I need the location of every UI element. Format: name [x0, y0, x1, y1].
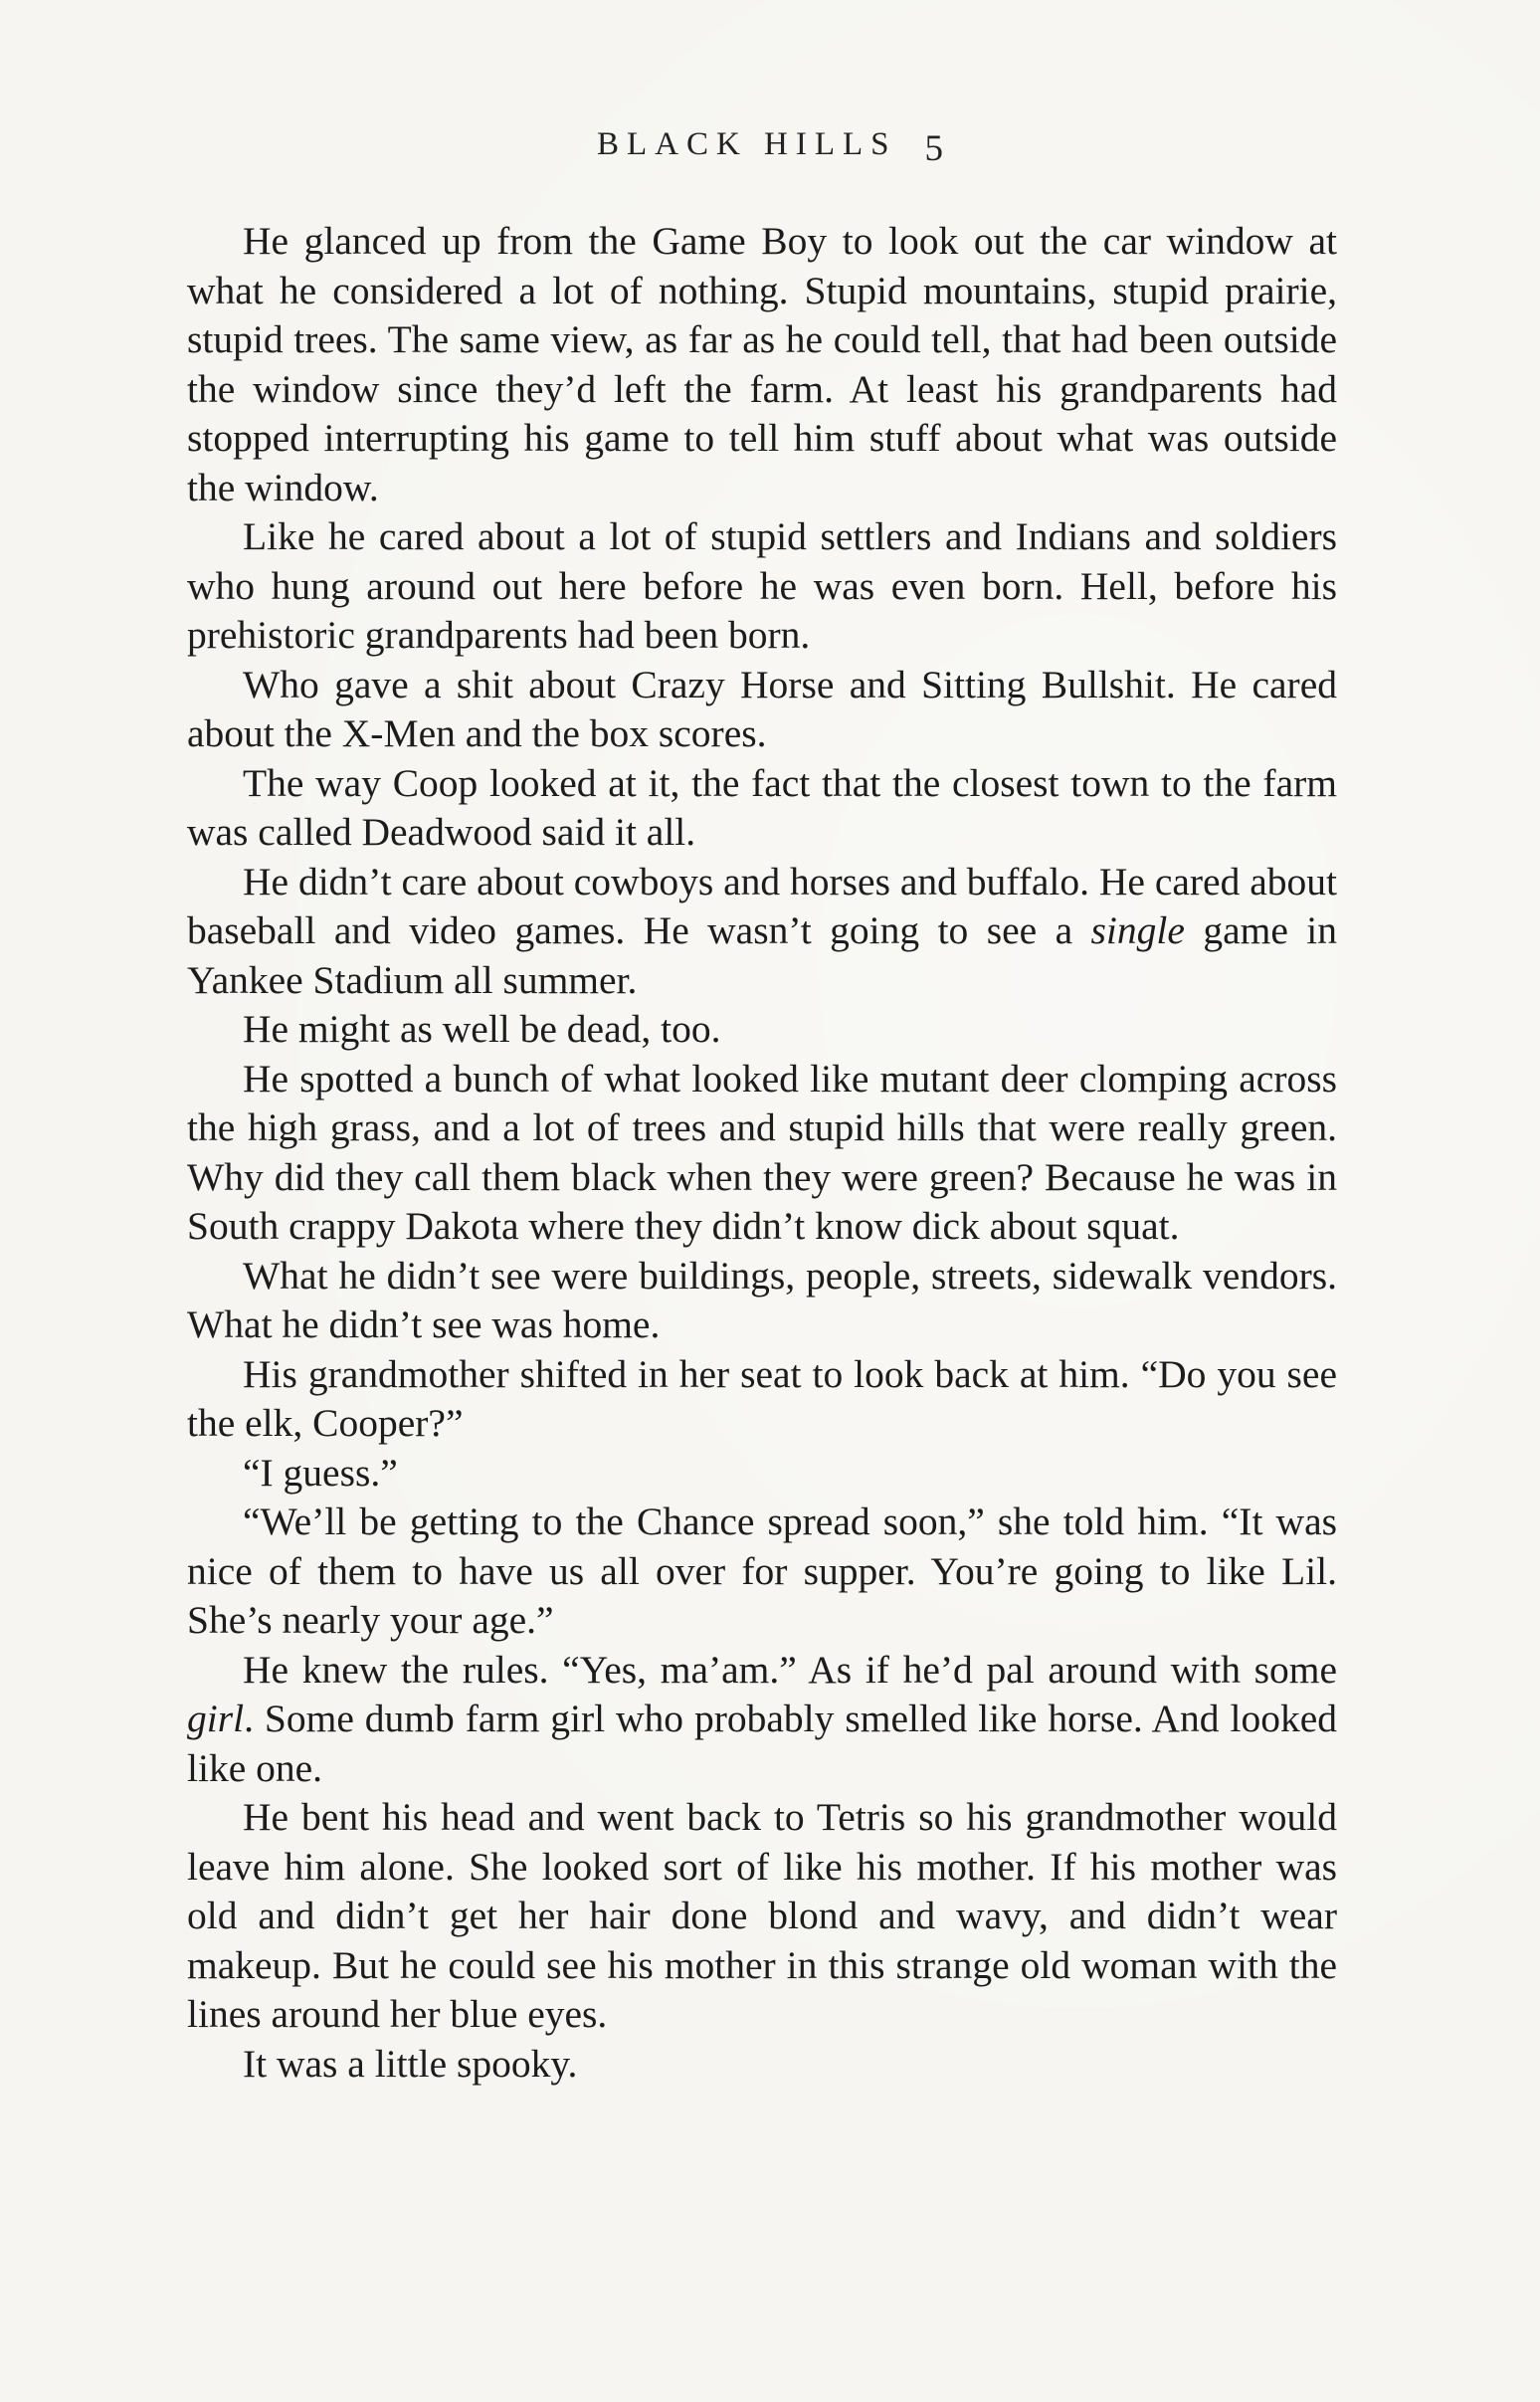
paragraph: He knew the rules. “Yes, ma’am.” As if he’d pal around with some girl. Some dumb farm girl who probably smelled like horse. And looked like one. — [187, 1647, 1337, 1790]
paragraph: Like he cared about a lot of stupid settlers and Indians and soldiers who hung around out here before he was even born. Hell, before his prehistoric grandparents had been born. — [187, 514, 1337, 657]
paragraph: He might as well be dead, too. — [243, 1007, 721, 1051]
paragraph: He bent his head and went back to Tetris so his grandmother would leave him alone. She looked sort of like his mother. If his mother was old and didn’t get her hair done blond and wavy, and didn’t wear makeup. But he could see his mother in this strange old woman with the lines around her blue eyes. — [187, 1795, 1337, 2036]
paragraph: He glanced up from the Game Boy to look out the car window at what he considered a lot of nothing. Stupid mountains, stupid prairie, stupid trees. The same view, as far as he could tell, that had been outside the window since they’d left the farm. At least his grandparents had stopped interrupting his game to tell him stuff about what was outside the window. — [187, 219, 1337, 509]
paragraph: It was a little spooky. — [243, 2041, 578, 2086]
paragraph: What he didn’t see were buildings, people, streets, sidewalk vendors. What he didn’t see was home. — [187, 1253, 1337, 1346]
body-text — [187, 217, 1337, 2089]
paragraph: “I guess.” — [243, 1450, 398, 1495]
running-header — [0, 121, 1540, 169]
paragraph: He spotted a bunch of what looked like mutant deer clomping across the high grass, and a lot of trees and stupid hills that were really green. Why did they call them black when they were green? Because he was in South crappy Dakota where they didn’t know dick about squat. — [187, 1056, 1337, 1248]
paragraph: His grandmother shifted in her seat to look back at him. “Do you see the elk, Cooper?” — [187, 1351, 1337, 1445]
page-number: 5 — [924, 128, 944, 169]
paragraph: He didn’t care about cowboys and horses and buffalo. He cared about baseball and video games. He wasn’t going to see a single game in Yankee Stadium all summer. — [187, 859, 1337, 1002]
running-header-title: BLACK HILLS — [596, 126, 897, 162]
paragraph: The way Coop looked at it, the fact that the closest town to the farm was called Deadwood said it all. — [187, 760, 1337, 854]
paragraph: Who gave a shit about Crazy Horse and Sitting Bullshit. He cared about the X-Men and the box scores. — [187, 662, 1337, 755]
paragraph: “We’ll be getting to the Chance spread soon,” she told him. “It was nice of them to have us all over for supper. You’re going to like Lil. She’s nearly your age.” — [187, 1500, 1337, 1642]
